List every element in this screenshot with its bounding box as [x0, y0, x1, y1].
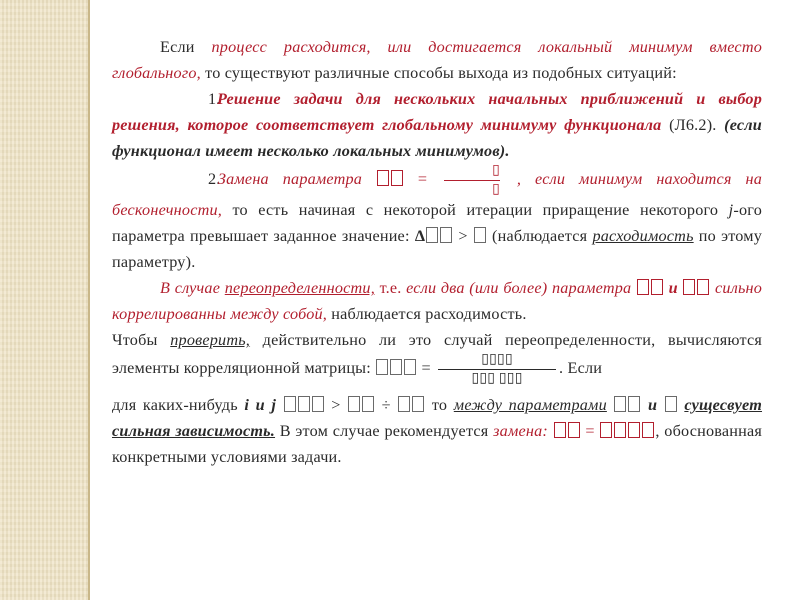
formula-symbol [651, 279, 663, 295]
index-j: j [728, 201, 734, 219]
od-tail: наблюдается расходимость. [331, 305, 527, 323]
intro-rest: то существуют различные способы выхода из подобных ситуаций: [205, 64, 677, 82]
dependency-paragraph [112, 392, 762, 470]
conjunction-and: и [668, 279, 678, 297]
od-phrase: если два (или более) параметра [406, 279, 632, 297]
item2-text-4: по этому параметру). [112, 227, 763, 271]
intro-lead: Если [160, 38, 195, 56]
parameter-symbol [377, 170, 389, 186]
item1-number: 1. [208, 90, 221, 108]
dep-ij: i и j [244, 396, 277, 414]
delta-symbol: Δ [414, 227, 426, 245]
fraction-numerator: ▯▯▯▯ [481, 352, 513, 367]
intro-italic-phrase: процесс расходится, или достигается локальный минимум вместо глобального, [112, 38, 762, 82]
correlation-fraction [438, 353, 556, 386]
formula-symbol [284, 396, 296, 412]
item1-tail: (если функционал имеет несколько локальных минимумов). [112, 116, 763, 160]
od-phrase-2: сильно коррелированны между собой, [112, 279, 763, 323]
fraction-bar [438, 369, 556, 370]
reciprocal-fraction [444, 164, 500, 197]
formula-symbol [440, 227, 452, 243]
dep-between: между параметрами [453, 396, 607, 414]
list-item-2 [112, 164, 762, 275]
fraction-bar [444, 180, 500, 181]
check-rest: действительно ли это случай переопределенности, вычисляются элементы корреляционной матрицы: [112, 331, 762, 378]
formula-symbol [412, 396, 424, 412]
formula-symbol [312, 396, 324, 412]
formula-symbol [568, 422, 580, 438]
dep-replace: замена: [493, 422, 548, 440]
parameter-symbol [391, 170, 403, 186]
formula-symbol [404, 359, 416, 375]
item2-phrase-2: , если минимум находится на бесконечности, [112, 170, 762, 219]
od-te: т.е. [379, 279, 402, 297]
formula-symbol [614, 422, 626, 438]
od-lead: В случае [160, 279, 221, 297]
slide-content [112, 34, 762, 470]
formula-symbol [426, 227, 438, 243]
fraction-denominator: ▯▯▯ ▯▯▯ [471, 371, 523, 386]
formula-symbol [637, 279, 649, 295]
formula-symbol [298, 396, 310, 412]
equals-sign: = [421, 359, 431, 378]
intro-paragraph [112, 34, 762, 86]
formula-symbol [348, 396, 360, 412]
check-lead: Чтобы [112, 331, 158, 349]
equals-sign: = [585, 422, 595, 440]
formula-symbol [683, 279, 695, 295]
dep-to: то [431, 396, 448, 414]
check-term: проверить, [170, 331, 251, 349]
formula-symbol [390, 359, 402, 375]
dep-rest: В этом случае рекомендуется [279, 422, 489, 440]
greater-than: > [331, 396, 341, 414]
formula-symbol [614, 396, 626, 412]
decorative-divider-line [88, 0, 90, 600]
item2-text-3: (наблюдается [491, 227, 588, 245]
formula-symbol [362, 396, 374, 412]
item2-number: 2. [208, 170, 221, 189]
overdetermination-paragraph [112, 275, 762, 327]
dep-tail: , обоснованная конкретными условиями задачи. [112, 422, 763, 466]
formula-symbol [642, 422, 654, 438]
fraction-numerator: ▯ [492, 163, 501, 178]
greater-than: > [458, 227, 468, 245]
item2-text-2: -ого параметра превышает заданное значение: [112, 201, 762, 245]
formula-symbol [665, 396, 677, 412]
formula-symbol [628, 422, 640, 438]
dep-lead: для каких-нибудь [112, 396, 238, 414]
formula-symbol [600, 422, 612, 438]
formula-symbol [697, 279, 709, 295]
formula-symbol [376, 359, 388, 375]
decorative-left-band [0, 0, 88, 600]
division-sign: ÷ [381, 396, 391, 414]
formula-symbol [554, 422, 566, 438]
formula-symbol [628, 396, 640, 412]
formula-symbol [398, 396, 410, 412]
list-item-1 [112, 86, 762, 164]
item1-title: Решение задачи для нескольких начальных приближений и выбор решения, которое соответствует глобальному минимуму функционала [112, 90, 763, 134]
check-tail: . Если [559, 359, 603, 378]
check-paragraph [112, 327, 762, 386]
item1-ref: (Л6.2). [669, 116, 717, 134]
divergence-term: расходимость [592, 227, 694, 245]
dep-strong: сущесвует сильная зависимость. [112, 396, 763, 440]
conjunction-and: и [648, 396, 658, 414]
od-term: переопределенности, [224, 279, 375, 297]
fraction-denominator: ▯ [492, 182, 501, 197]
equals-sign: = [417, 170, 428, 189]
formula-symbol [474, 227, 486, 243]
item2-text-1: то есть начиная с некоторой итерации приращение некоторого [232, 201, 719, 219]
item2-phrase-1: Замена параметра [217, 170, 363, 189]
